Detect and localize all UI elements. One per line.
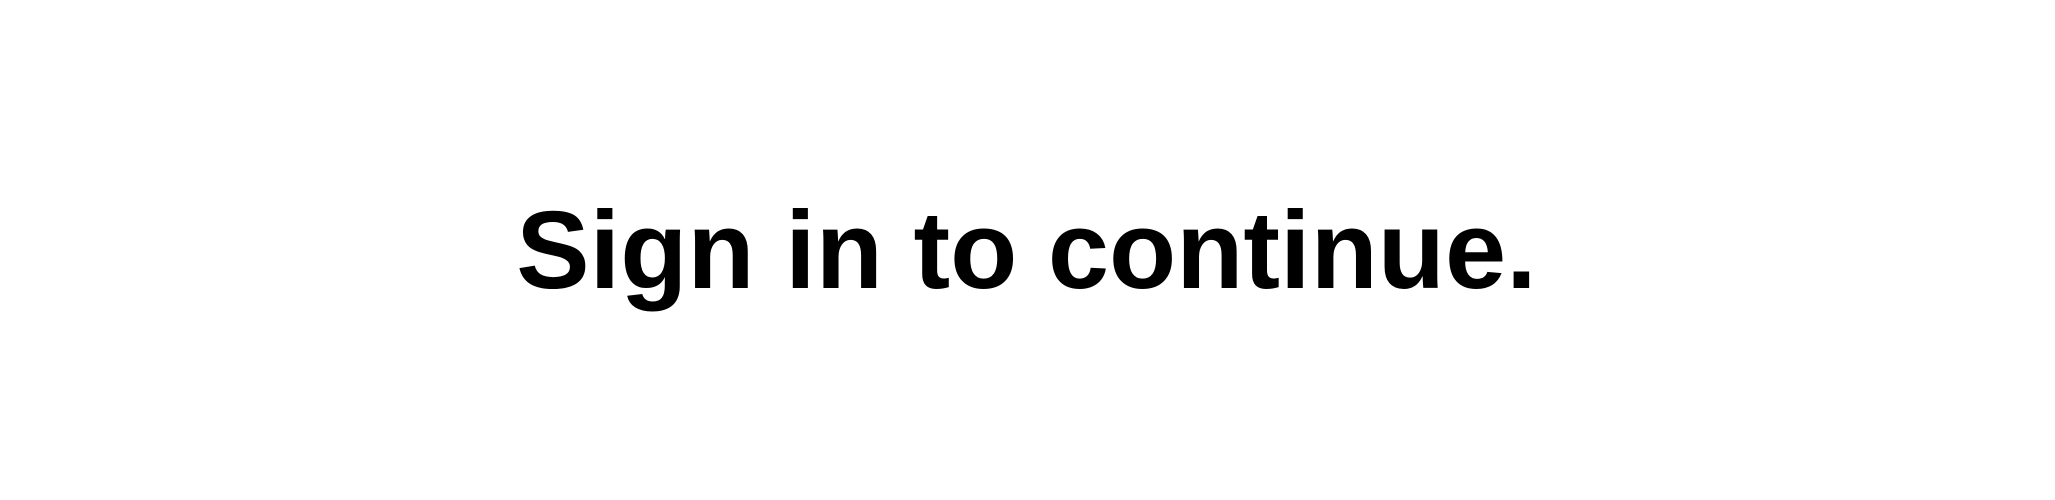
sign-in-prompt-message: Sign in to continue.	[516, 189, 1537, 312]
